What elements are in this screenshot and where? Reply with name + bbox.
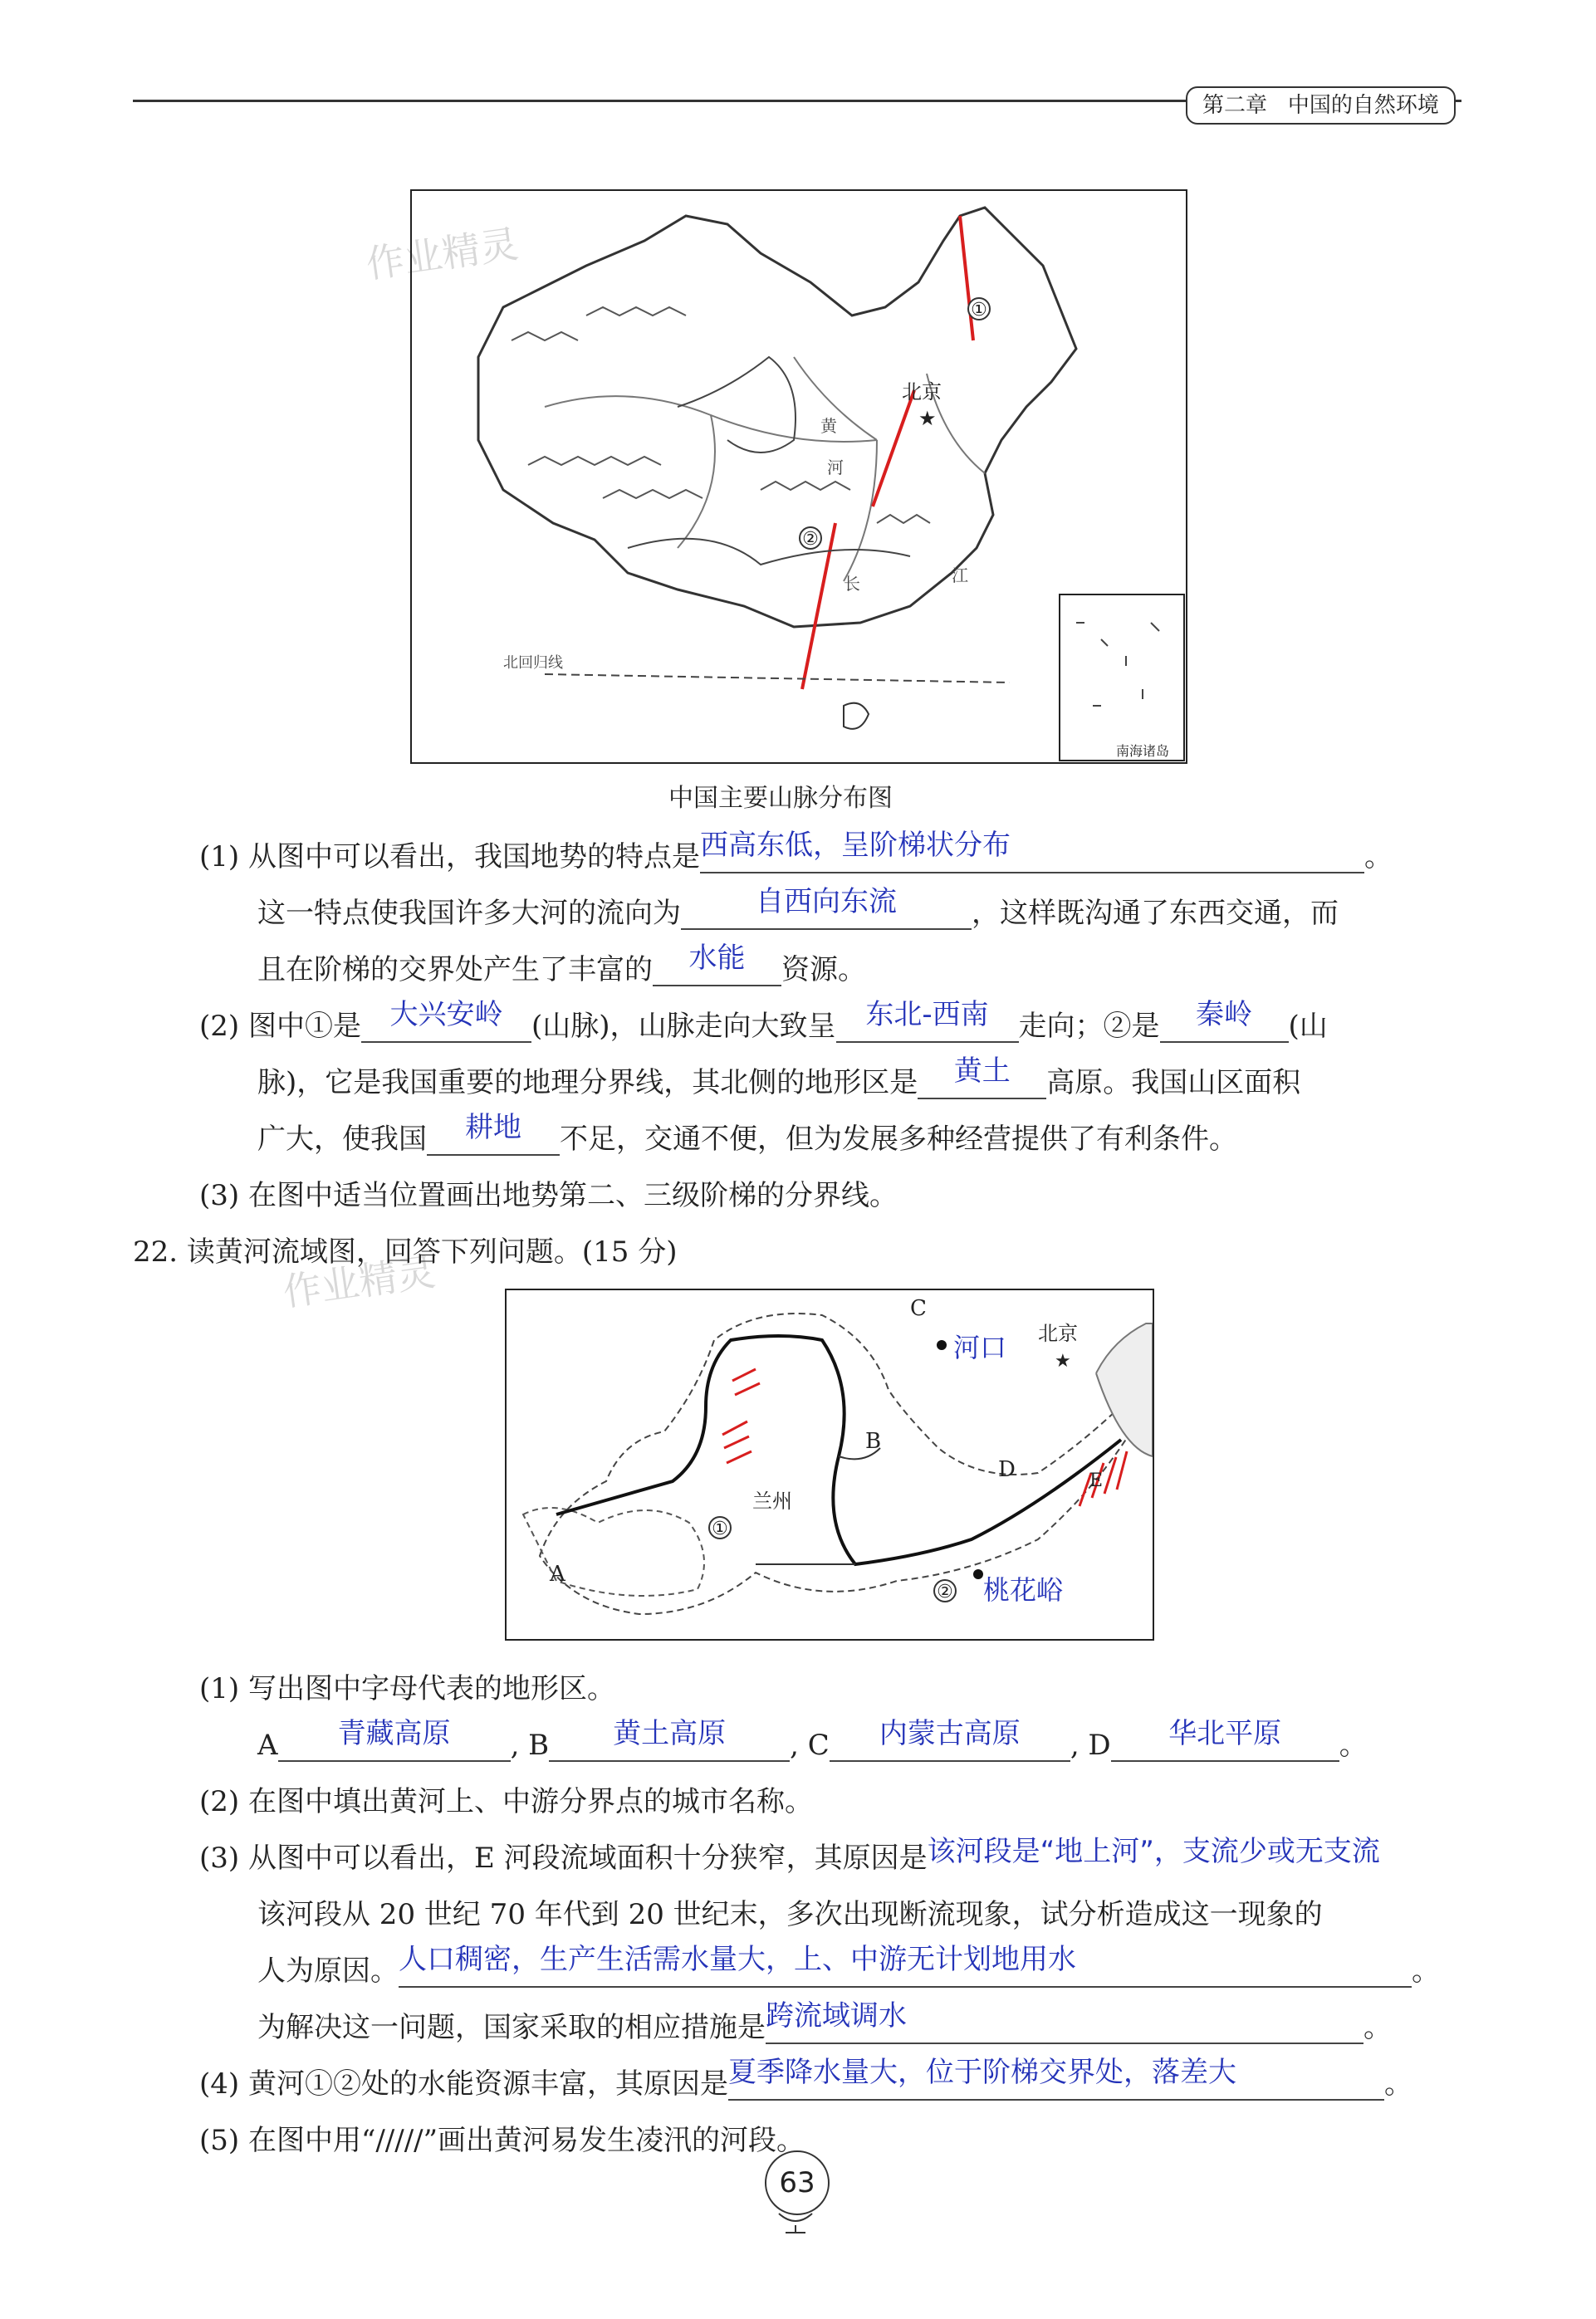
answer-terrain-feature: 西高东低，呈阶梯状分布 (699, 829, 1011, 862)
q22-p3-line-b: 该河段从 20 世纪 70 年代到 20 世纪末，多次出现断流现象，试分析造成这一现象的 (257, 1898, 1323, 1931)
q21-p1-line-c: 且在阶梯的交界处产生了丰富的 水能 资源。 (257, 942, 866, 986)
answer-plateau: 黄土 (953, 1054, 1011, 1088)
hekou-dot (937, 1340, 947, 1350)
china-mountain-map (410, 189, 1187, 764)
label-C: C (910, 1296, 927, 1321)
answer-blank[interactable] (1160, 998, 1289, 1043)
coastline (1096, 1323, 1153, 1456)
tropic-label: 北回归线 (503, 654, 563, 672)
jiang-label: 江 (952, 565, 968, 585)
he-label: 河 (827, 457, 844, 477)
label-A: A (550, 1562, 565, 1587)
answer-blank[interactable] (399, 1943, 1412, 1988)
china-map-drawing (412, 191, 1186, 762)
circle-2-label: ② (802, 529, 819, 550)
beijing-label: 北京 (902, 380, 942, 404)
circle-1-label: ① (712, 1519, 728, 1539)
taohuayu-dot (973, 1569, 983, 1579)
answer-resource: 水能 (688, 942, 746, 975)
daxinganling-line (960, 216, 973, 340)
globe-stand-icon (772, 2210, 819, 2235)
answer-blank[interactable] (918, 1054, 1046, 1099)
q22-p1-answers: A 青藏高原 , B 黄土高原 , C 内蒙古高原 , D 华北平原 。 (257, 1717, 1368, 1762)
answer-blank[interactable] (278, 1717, 511, 1762)
answer-blank[interactable] (427, 1111, 560, 1156)
label-beijing: 北京 (1038, 1322, 1078, 1345)
answer-land: 耕地 (465, 1111, 521, 1144)
q22-p1: (1) 写出图中字母代表的地形区。 (199, 1672, 615, 1705)
tropic-line (545, 674, 1010, 682)
yellow-river-main (556, 1336, 1121, 1564)
answer-blank[interactable] (653, 942, 781, 986)
answer-blank[interactable] (1111, 1717, 1339, 1762)
answer-blank[interactable] (361, 998, 531, 1043)
south-sea-inset (1060, 594, 1184, 761)
q22-p2: (2) 在图中填出黄河上、中游分界点的城市名称。 (199, 1785, 813, 1818)
answer-C: 内蒙古高原 (879, 1717, 1021, 1750)
answer-trend: 东北-西南 (865, 998, 989, 1031)
mountain-hatching (512, 307, 930, 523)
answer-measure: 跨流域调水 (766, 1999, 907, 2033)
beijing-star: ★ (918, 407, 937, 430)
inset-label: 南海诸岛 (1116, 743, 1170, 759)
label-E: E (1089, 1470, 1104, 1491)
huanghe-river (678, 357, 796, 453)
china-outline (478, 208, 1076, 627)
label-D: D (998, 1457, 1016, 1482)
answer-D: 华北平原 (1168, 1717, 1282, 1750)
q21-p1-line-b: 这一特点使我国许多大河的流向为 自西向东流 ，这样既沟通了东西交通，而 (257, 885, 1339, 930)
label-hekou: 河口 (953, 1332, 1007, 1363)
chapter-tab (1186, 86, 1456, 125)
label-lanzhou: 兰州 (752, 1490, 792, 1513)
hainan-island (844, 703, 869, 729)
answer-mountain-2: 秦岭 (1196, 998, 1252, 1031)
q22-p5: (5) 在图中用“/////”画出黄河易发生凌汛的河段。 (199, 2124, 805, 2157)
answer-blank[interactable] (681, 885, 972, 930)
answer-A: 青藏高原 (337, 1717, 451, 1750)
map1-caption: 中国主要山脉分布图 (668, 784, 893, 813)
watermark: 作业精灵 (280, 1249, 438, 1315)
answer-blank[interactable] (836, 998, 1019, 1043)
q22-p3-line-d: 为解决这一问题，国家采取的相应措施是跨流域调水 。 (257, 1999, 1392, 2044)
q22-title: 22. 读黄河流域图，回答下列问题。(15 分) (133, 1235, 678, 1269)
q22-p3-line-a: (3) 从图中可以看出，E 河段流域面积十分狭窄，其原因是该河段是“地上河”，支流少或无支流 (199, 1835, 1380, 1875)
ice-flood-marks-upper (722, 1369, 760, 1463)
changjiang-river (628, 539, 910, 565)
q21-p2-line-a: (2) 图中①是 大兴安岭 (山脉)，山脉走向大致呈 东北-西南 走向；②是 秦岭 (山 (199, 998, 1328, 1043)
q21-p2-line-c: 广大，使我国 耕地 不足，交通不便，但为发展多种经营提供了有利条件。 (257, 1111, 1237, 1156)
yellow-river-drawing (507, 1290, 1153, 1639)
watermark: 作业精灵 (363, 221, 521, 287)
q22-p3-line-c: 人为原因。人口稠密，生产生活需水量大，上、中游无计划地用水 。 (257, 1943, 1440, 1988)
answer-blank[interactable] (549, 1717, 790, 1762)
answer-hydro: 夏季降水量大，位于阶梯交界处，落差大 (727, 2056, 1236, 2089)
huang-label: 黄 (820, 416, 837, 436)
beijing-star: ★ (1055, 1351, 1071, 1372)
chapter-title: 中国的自然环境 (1287, 93, 1439, 118)
answer-river-flow: 自西向东流 (756, 885, 897, 918)
page-number: 63 (765, 2150, 830, 2215)
circle-1-label: ① (971, 300, 987, 320)
q22-p4: (4) 黄河①②处的水能资源丰富，其原因是夏季降水量大，位于阶梯交界处，落差大 。 (199, 2056, 1412, 2101)
circle-2-label: ② (937, 1582, 953, 1602)
q21-p2-line-b: 脉)，它是我国重要的地理分界线，其北侧的地形区是 黄土 高原。我国山区面积 (257, 1054, 1301, 1099)
taihang-line (873, 390, 914, 506)
label-taohuayu: 桃花峪 (983, 1574, 1064, 1606)
answer-B: 黄土高原 (613, 1717, 727, 1750)
q21-p3: (3) 在图中适当位置画出地势第二、三级阶梯的分界线。 (199, 1179, 898, 1212)
chang-label: 长 (844, 574, 860, 594)
yellow-river-map (505, 1289, 1154, 1641)
answer-human-cause: 人口稠密，生产生活需水量大，上、中游无计划地用水 (399, 1943, 1076, 1976)
answer-blank[interactable] (830, 1717, 1070, 1762)
answer-mountain-1: 大兴安岭 (389, 998, 503, 1031)
label-B: B (865, 1429, 882, 1454)
ice-flood-marks-lower (1080, 1451, 1127, 1506)
q21-p1-line-a: (1) 从图中可以看出，我国地势的特点是西高东低，呈阶梯状分布 。 (199, 829, 1393, 873)
answer-reason: 该河段是“地上河”，支流少或无支流 (927, 1835, 1380, 1868)
chapter-number: 第二章 (1202, 93, 1268, 118)
